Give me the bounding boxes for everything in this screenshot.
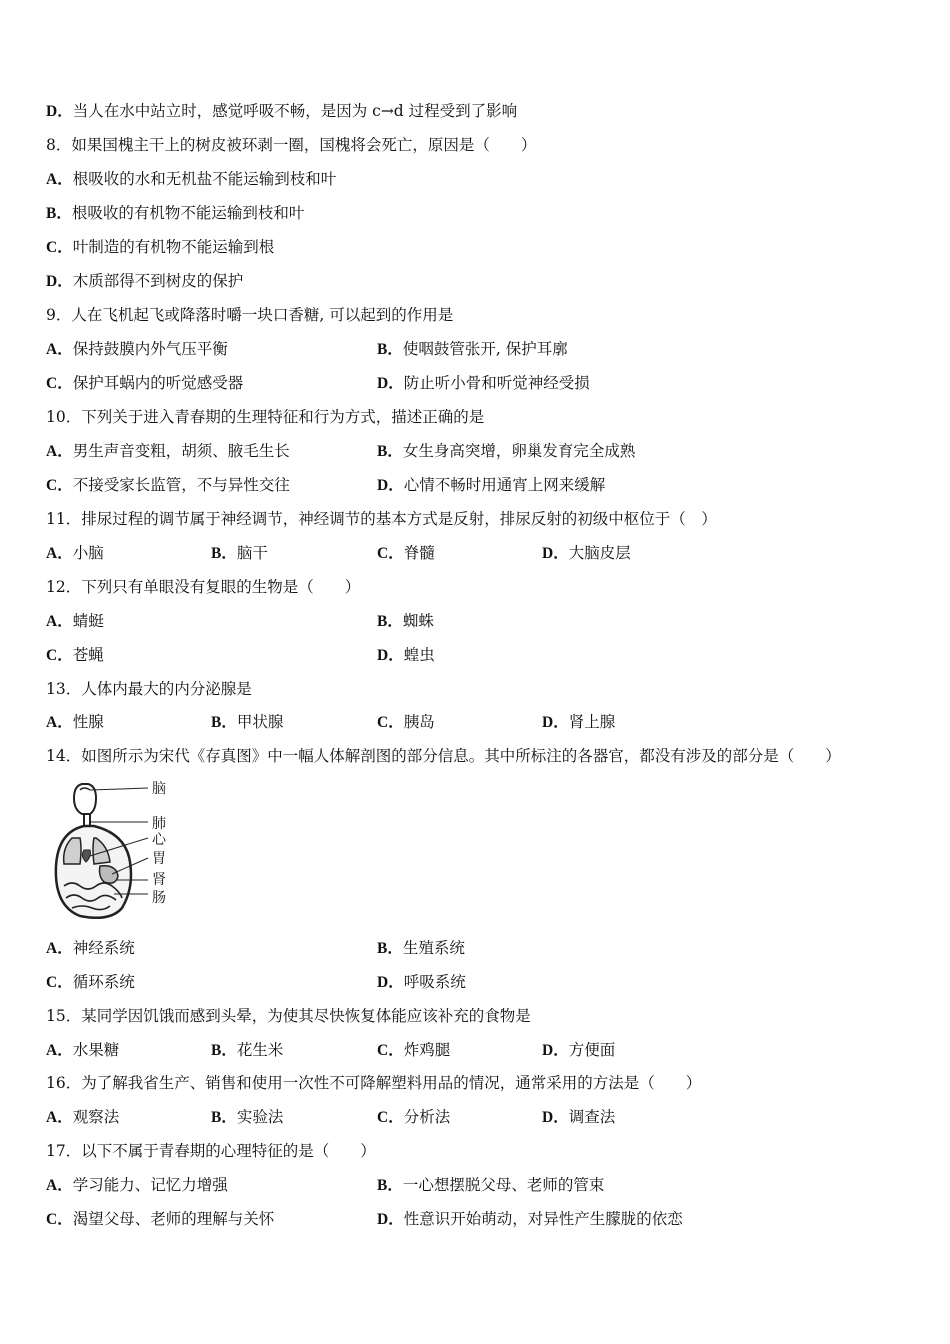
q17-option-c: C．渴望父母、老师的理解与关怀: [46, 1210, 275, 1228]
option-text: 当人在水中站立时，感觉呼吸不畅，是因为 c→d 过程受到了影响: [72, 102, 518, 120]
q17-stem: 17．以下不属于青春期的心理特征的是（ ）: [46, 1142, 376, 1160]
q16-stem: 16．为了解我省生产、销售和使用一次性不可降解塑料用品的情况，通常采用的方法是（ ）: [46, 1074, 702, 1092]
q15-option-c: C．炸鸡腿: [377, 1041, 451, 1059]
q12-stem: 12．下列只有单眼没有复眼的生物是（ ）: [46, 578, 361, 596]
q11-option-d: D．大脑皮层: [542, 544, 631, 562]
q11-stem: 11．排尿过程的调节属于神经调节，神经调节的基本方式是反射，排尿反射的初级中枢位于（ ）: [46, 510, 717, 528]
q16-option-a: A．观察法: [46, 1108, 120, 1126]
option-label: D．: [46, 103, 73, 120]
anatomy-diagram: [50, 776, 190, 921]
q8-option-c: C．叶制造的有机物不能运输到根: [46, 238, 275, 256]
label-heart: 心: [152, 832, 166, 848]
leader-brain: [90, 788, 148, 790]
q11-option-c: C．脊髓: [377, 544, 435, 562]
label-brain: 脑: [152, 781, 166, 797]
q8-stem: 8．如果国槐主干上的树皮被环剥一圈，国槐将会死亡，原因是（ ）: [46, 136, 537, 154]
q14-stem: 14．如图所示为宋代《存真图》中一幅人体解剖图的部分信息。其中所标注的各器官，都没有涉及的部分是（ ）: [46, 747, 841, 765]
q14-option-c: C．循环系统: [46, 973, 135, 991]
q17-option-d: D．性意识开始萌动，对异性产生朦胧的依恋: [377, 1210, 683, 1228]
q13-option-c: C．胰岛: [377, 713, 435, 731]
q15-option-a: A．水果糖: [46, 1041, 120, 1059]
q16-option-c: C．分析法: [377, 1108, 451, 1126]
q16-option-d: D．调查法: [542, 1108, 616, 1126]
label-lung: 肺: [152, 816, 166, 832]
label-kidney: 肾: [152, 872, 166, 888]
q10-option-c: C．不接受家长监管，不与异性交往: [46, 476, 290, 494]
q9-option-a: A．保持鼓膜内外气压平衡: [46, 340, 228, 358]
q10-option-d: D．心情不畅时用通宵上网来缓解: [377, 476, 606, 494]
q9-option-c: C．保护耳蜗内的听觉感受器: [46, 374, 244, 392]
q13-option-d: D．肾上腺: [542, 713, 616, 731]
q8-option-a: A．根吸收的水和无机盐不能运输到枝和叶: [46, 170, 337, 188]
q15-stem: 15．某同学因饥饿而感到头晕，为使其尽快恢复体能应该补充的食物是: [46, 1007, 531, 1025]
q12-option-b: B．蜘蛛: [377, 612, 434, 630]
q13-option-a: A．性腺: [46, 713, 104, 731]
q11-option-b: B．脑干: [211, 544, 268, 562]
label-intestine: 肠: [152, 890, 166, 906]
q9-option-b: B．使咽鼓管张开, 保护耳廓: [377, 340, 568, 358]
q15-option-b: B．花生米: [211, 1041, 284, 1059]
q8-option-d: D．木质部得不到树皮的保护: [46, 272, 244, 290]
q10-option-a: A．男生声音变粗，胡须、腋毛生长: [46, 442, 290, 460]
q14-option-d: D．呼吸系统: [377, 973, 466, 991]
q7-option-d: [46, 101, 517, 122]
q8-option-b: B．根吸收的有机物不能运输到枝和叶: [46, 204, 305, 222]
q14-option-b: B．生殖系统: [377, 939, 465, 957]
anatomy-figure: [50, 776, 190, 921]
q13-stem: 13．人体内最大的内分泌腺是: [46, 680, 252, 698]
q12-option-a: A．蜻蜓: [46, 612, 104, 630]
q9-option-d: D．防止听小骨和听觉神经受损: [377, 374, 590, 392]
q16-option-b: B．实验法: [211, 1108, 284, 1126]
q10-option-b: B．女生身高突增，卵巢发育完全成熟: [377, 442, 636, 460]
q9-stem: 9．人在飞机起飞或降落时嚼一块口香糖, 可以起到的作用是: [46, 306, 454, 324]
q15-option-d: D．方便面: [542, 1041, 616, 1059]
q13-option-b: B．甲状腺: [211, 713, 284, 731]
label-stomach: 胃: [152, 851, 166, 867]
q14-option-a: A．神经系统: [46, 939, 135, 957]
q17-option-a: A．学习能力、记忆力增强: [46, 1176, 228, 1194]
q10-stem: 10．下列关于进入青春期的生理特征和行为方式，描述正确的是: [46, 408, 485, 426]
brain-mark: [80, 788, 90, 790]
q17-option-b: B．一心想摆脱父母、老师的管束: [377, 1176, 605, 1194]
q12-option-c: C．苍蝇: [46, 646, 104, 664]
q12-option-d: D．蝗虫: [377, 646, 435, 664]
q11-option-a: A．小脑: [46, 544, 104, 562]
